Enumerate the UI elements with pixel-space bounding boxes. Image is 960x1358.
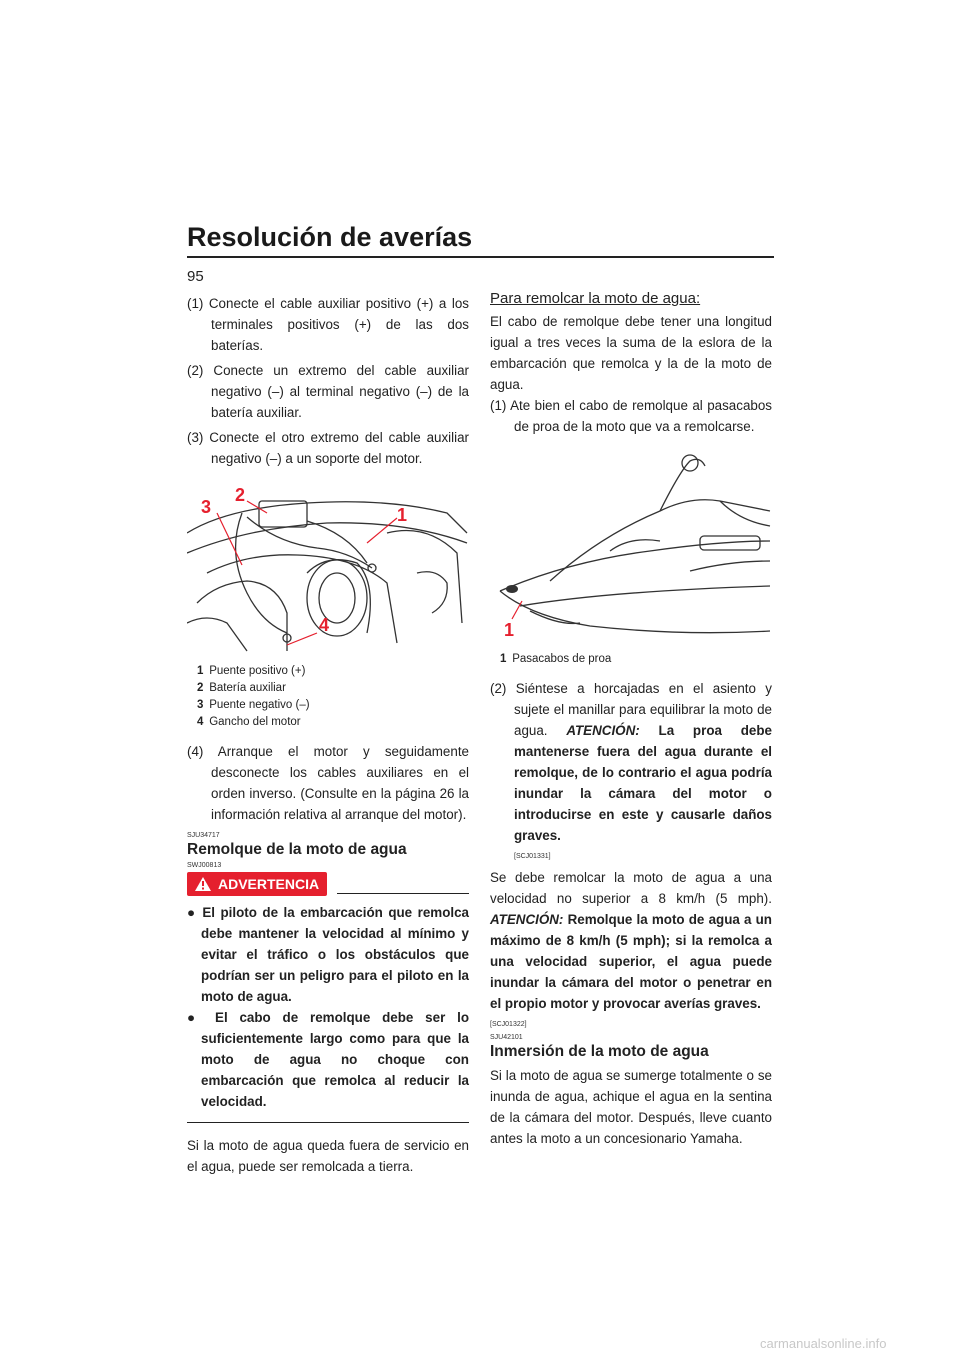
warning-item: ● El cabo de remolque debe ser lo suficientemente largo como para que la moto de agua no choque con embarcación que remolca al reducir la velocidad. <box>187 1010 469 1109</box>
subheading-towing: Para remolcar la moto de agua: <box>490 290 701 307</box>
warning-item: ● El piloto de la embarcación que remolca debe mantener la velocidad al mínimo y evitar el tráfico o los obstáculos que podrían ser un peligro para el piloto en la moto de agua. <box>187 905 469 1004</box>
right-column <box>490 290 772 1149</box>
page-title: Resolución de averías <box>187 222 473 252</box>
step-2: (2) Conecte un extremo del cable auxiliar negativo (–) al terminal negativo (–) de la batería auxiliar. <box>187 363 469 420</box>
legend-item: 4 Gancho del motor <box>197 716 301 728</box>
step-1: (1) Conecte el cable auxiliar positivo (+) a los terminales positivos (+) de las dos baterías. <box>187 296 469 353</box>
title-rule <box>187 256 774 258</box>
code-ref: [SCJ01331] <box>514 853 551 860</box>
engine-bay-illustration <box>187 473 469 653</box>
bow-eye-figure <box>490 441 772 668</box>
legend-item: 3 Puente negativo (–) <box>197 699 310 711</box>
warning-list <box>187 902 469 1112</box>
callout-2: 2 <box>235 485 246 505</box>
tow-step-2: (2) Siéntese a horcajadas en el asiento y sujete el manillar para equilibrar la moto de agua. ATENCIÓN: La proa debe mantenerse fuera del agua durante el remolque, de lo contrario el agua podría inundar la cámara del motor o introducirse en este y causarle daños graves. <box>490 681 772 843</box>
legend-item: 1 Puente positivo (+) <box>197 665 306 677</box>
callout-3: 3 <box>201 497 212 517</box>
warning-end-rule <box>187 1122 469 1123</box>
section-heading-submersion: Inmersión de la moto de agua <box>490 1043 709 1060</box>
step-3: (3) Conecte el otro extremo del cable auxiliar negativo (–) a un soporte del motor. <box>187 430 469 466</box>
code-ref: [SCJ01322] <box>490 1021 527 1028</box>
callout-4: 4 <box>319 615 330 635</box>
submersion-paragraph: Si la moto de agua se sumerge totalmente o se inunda de agua, achique el agua en la sentina de la cámara del motor. Después, lleve cuanto antes la moto a un concesionario Yamaha. <box>490 1068 772 1146</box>
left-column <box>187 293 469 1177</box>
callout-1: 1 <box>397 505 408 525</box>
warning-header <box>187 872 469 896</box>
legend-item: 2 Batería auxiliar <box>197 682 286 694</box>
towing-paragraph: Si la moto de agua queda fuera de servicio en el agua, puede ser remolcada a tierra. <box>187 1138 469 1174</box>
watercraft-illustration <box>490 441 772 641</box>
watermark: carmanualsonline.info <box>760 1336 887 1351</box>
code-ref: SWJ00813 <box>187 862 222 869</box>
warning-badge <box>187 872 327 896</box>
speed-paragraph: Se debe remolcar la moto de agua a una velocidad no superior a 8 km/h (5 mph). ATENCIÓN: Remolque la moto de agua a un máximo de 8 km/h (5 mph); si la remolca a una velocidad superior, el agua puede inundar la cámara del motor o penetrar en el propio motor y provocar averías graves. <box>490 870 772 1011</box>
legend-item: 1 Pasacabos de proa <box>500 653 612 665</box>
step-4: (4) Arranque el motor y seguidamente desconecte los cables auxiliares en el orden inverso. (Consulte en la página 26 la información relativa al arranque del motor). <box>187 744 469 822</box>
code-ref: SJU34717 <box>187 832 220 839</box>
figure-legend <box>500 651 772 668</box>
warning-icon <box>195 877 211 891</box>
towline-paragraph: El cabo de remolque debe tener una longitud igual a tres veces la suma de la eslora de la embarcación que remolca y la de la moto de agua. <box>490 314 772 392</box>
code-ref: SJU42101 <box>490 1034 523 1041</box>
warning-label: ADVERTENCIA <box>218 875 320 892</box>
section-heading-towing: Remolque de la moto de agua <box>187 841 407 858</box>
jump-start-figure <box>187 473 469 731</box>
figure-legend <box>197 663 469 731</box>
warning-rule <box>337 893 469 894</box>
tow-step-1: (1) Ate bien el cabo de remolque al pasacabos de proa de la moto que va a remolcarse. <box>490 398 772 434</box>
page-number: 95 <box>187 268 204 285</box>
callout-1: 1 <box>504 620 515 640</box>
